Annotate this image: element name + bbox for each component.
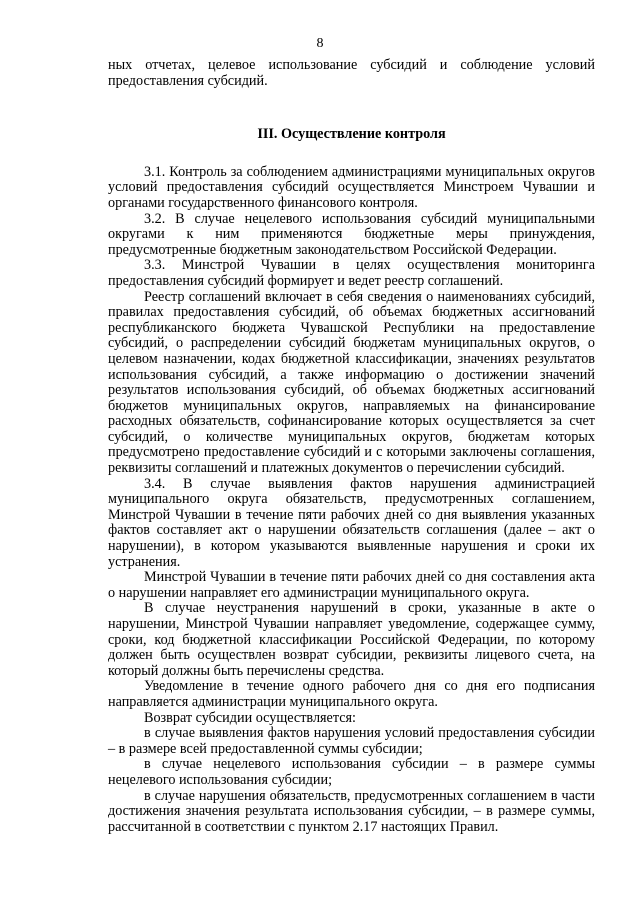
paragraph-refund-case-3: в случае нарушения обязательств, предусмотренных соглашением в части достижения значения результата использования субсидии, – в размере суммы, рассчитанной в соответствии с пунктом 2.17 настоящих Правил. [108,787,595,835]
paragraph-3-1: 3.1. Контроль за соблюдением администрациями муниципальных округов условий предоставления субсидий осуществляется Минстроем Чувашии и органами государственного финансового контроля. [108,163,595,211]
paragraph-3-2: 3.2. В случае нецелевого использования субсидий муниципальными округами к ним применяются бюджетные меры принуждения, предусмотренные бюджетным законодательством Российской Федерации. [108,210,595,258]
intro-paragraph: ных отчетах, целевое использование субсидий и соблюдение условий предоставления субсидий. [108,57,595,89]
document-body [108,58,595,835]
paragraph-notification: В случае неустранения нарушений в сроки, указанные в акте о нарушении, Минстрой Чувашии направляет уведомление, содержащее сумму, сроки, код бюджетной классификации Российской Федерации, по которому должен быть осуществлен возврат субсидии, реквизиты лицевого счета, на который должны быть перечислены средства. [108,600,595,679]
paragraph-3-4: 3.4. В случае выявления фактов нарушения администрацией муниципального округа обязательств, предусмотренных соглашением, Минстрой Чувашии в течение пяти рабочих дней со дня выявления указанных фактов составляет акт о нарушении обязательств соглашения (далее – акт о нарушении), в котором указываются выявленные нарушения и сроки их устранения. [108,475,595,570]
paragraph-refund-intro: Возврат субсидии осуществляется: [144,709,356,726]
section-title: III. Осуществление контроля [257,126,446,143]
paragraph-refund-case-2: в случае нецелевого использования субсидии – в размере суммы нецелевого использования субсидии; [108,756,595,788]
paragraph-refund-case-1: в случае выявления фактов нарушения условий предоставления субсидии – в размере всей предоставленной суммы субсидии; [108,725,595,757]
page-number: 8 [316,36,324,51]
paragraph-notification-sending: Уведомление в течение одного рабочего дня со дня его подписания направляется администрации муниципального округа. [108,678,595,710]
paragraph-3-3: 3.3. Минстрой Чувашии в целях осуществления мониторинга предоставления субсидий формирует и ведет реестр соглашений. [108,257,595,289]
paragraph-registry: Реестр соглашений включает в себя сведения о наименованиях субсидий, правилах предоставления субсидий, об объемах бюджетных ассигнований республиканского бюджета Чувашской Республики на предоставление субсидий, о распределении субсидий бюджетам муниципальных округов, о целевом назначении, кодах бюджетной классификации, значениях результатов использования субсидий, а также информацию о достижении значений результатов использования субсидий, об объемах бюджетных ассигнований бюджетов муниципальных округов, направляемых на финансирование расходных обязательств, софинансирование которых осуществляется за счет субсидий, о количестве муниципальных округов, бюджетам которых предусмотрено предоставление субсидий и с которыми заключены соглашения, реквизиты соглашений и платежных документов о перечислении субсидий. [108,288,595,477]
paragraph-act-sending: Минстрой Чувашии в течение пяти рабочих дней со дня составления акта о нарушении направляет его администрации муниципального округа. [108,569,595,601]
